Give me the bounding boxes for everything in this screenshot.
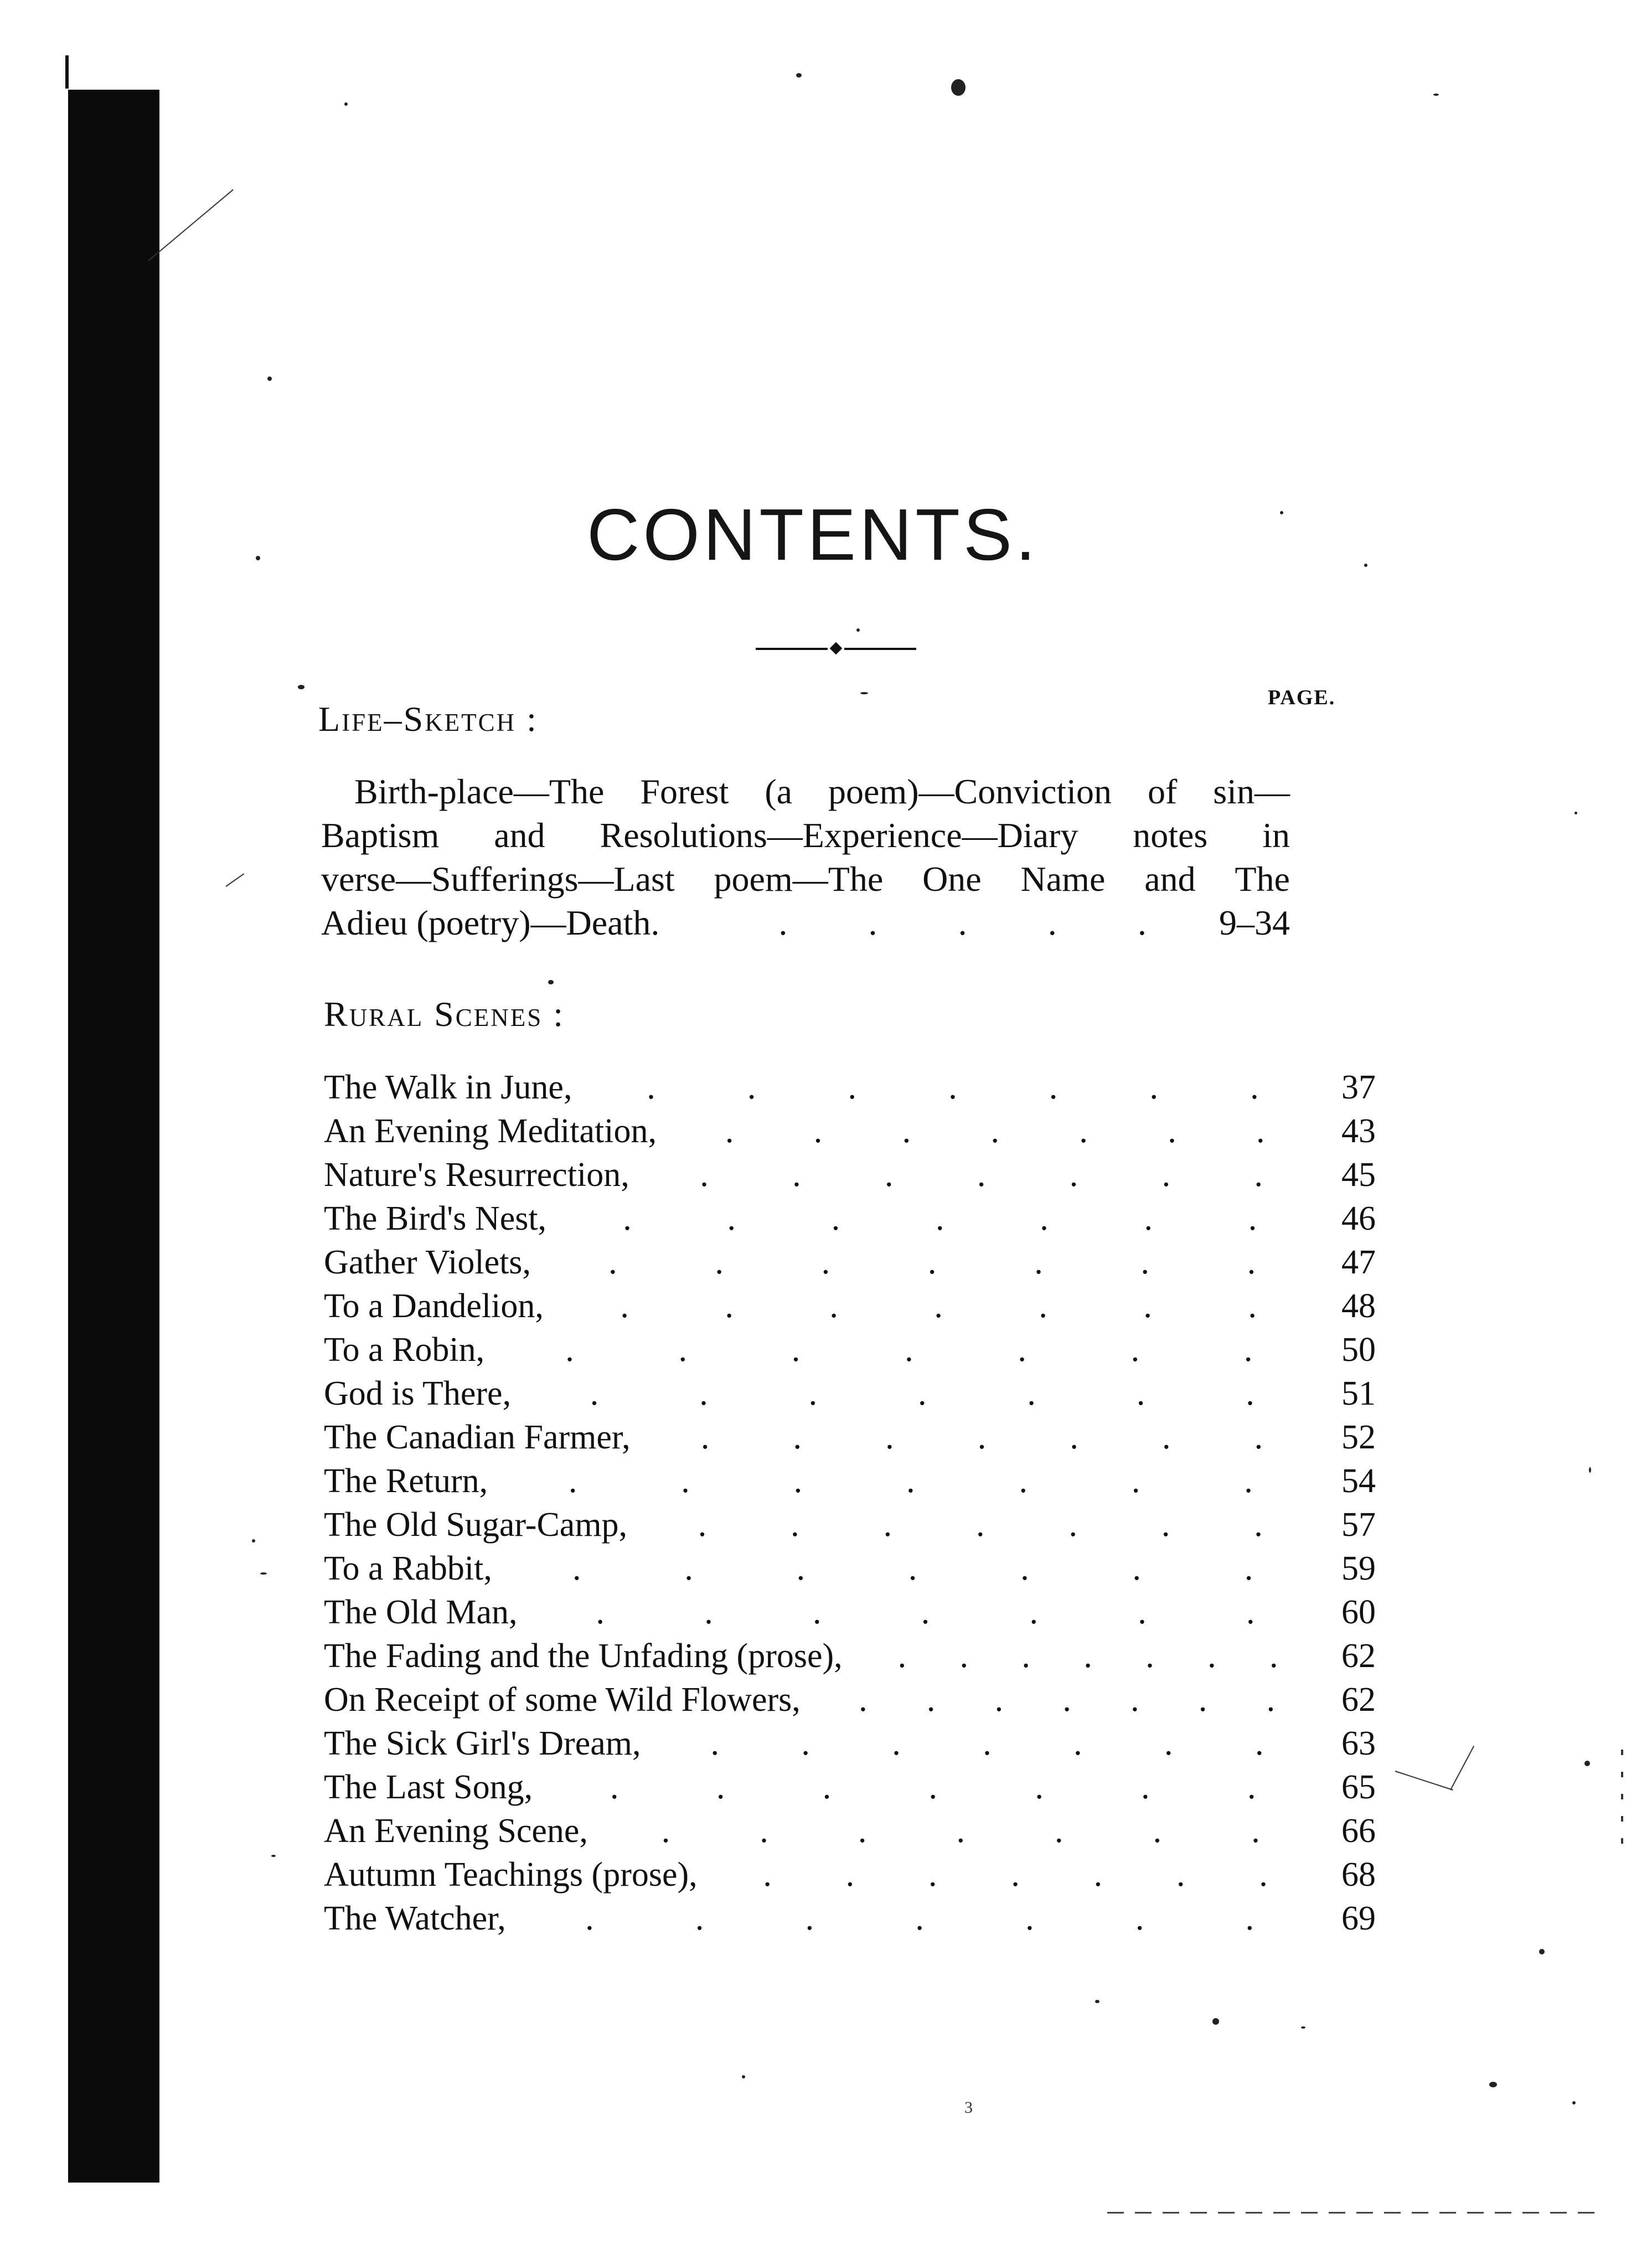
life-sketch-line-1: Birth-place—The Forest (a poem)—Conviction of sin— <box>354 772 1290 811</box>
toc-entry-leader: . . . . . . . <box>568 1462 1253 1500</box>
toc-entry-leader: . . . . . . . <box>620 1287 1257 1325</box>
toc-entry <box>324 1285 1376 1328</box>
ink-speck <box>1574 812 1577 814</box>
toc-entry-leader: . . . . . . . <box>763 1856 1268 1894</box>
ink-speck <box>298 685 304 689</box>
ink-speck <box>344 102 348 106</box>
ink-speck <box>742 2075 745 2078</box>
toc-entry-title: The Old Sugar-Camp, <box>324 1506 628 1544</box>
life-sketch-line-3: verse—Sufferings—Last poem—The One Name and The <box>321 859 1290 899</box>
ink-speck <box>796 73 802 78</box>
ink-speck <box>1589 1467 1591 1473</box>
toc-entry-leader: . . . . . . . <box>647 1069 1259 1106</box>
pencil-mark <box>148 189 233 261</box>
ornament-diamond <box>830 642 843 655</box>
toc-entry-leader: . . . . . . . <box>698 1506 1263 1544</box>
toc-entry <box>324 1197 1376 1241</box>
page-column-header: PAGE. <box>1268 686 1336 709</box>
toc-entry-title: The Old Man, <box>324 1593 518 1631</box>
toc-entry-title: The Watcher, <box>324 1900 506 1937</box>
toc-entry <box>324 1416 1376 1459</box>
toc-entry-leader: . . . . . . . <box>596 1593 1255 1631</box>
toc-entry <box>324 1328 1376 1372</box>
ink-speck <box>1584 1761 1590 1766</box>
toc-entry-leader: . . . . . . . <box>859 1681 1276 1719</box>
life-sketch-line-4: Adieu (poetry)—Death. . . . . . 9–34 <box>321 901 1290 945</box>
ink-speck <box>1095 2000 1099 2003</box>
toc-entry-title: Gather Violets, <box>324 1244 531 1281</box>
toc-entry-title: To a Rabbit, <box>324 1550 492 1587</box>
toc-entry <box>324 1897 1376 1941</box>
toc-entry-title: Nature's Resurrection, <box>324 1156 629 1194</box>
toc-entry-leader: . . . . . . . <box>608 1244 1256 1281</box>
toc-entry <box>324 1678 1376 1722</box>
toc-entry <box>324 1634 1376 1678</box>
life-sketch-line-2: Baptism and Resolutions—Experience—Diary notes in <box>321 816 1290 855</box>
life-sketch-heading: Life–Sketch : <box>318 699 538 739</box>
toc-entry <box>324 1722 1376 1766</box>
ink-speck <box>1280 511 1283 514</box>
toc-entry-page: 62 <box>1341 1637 1376 1675</box>
toc-entry <box>324 1766 1376 1809</box>
toc-entry <box>324 1547 1376 1591</box>
ink-speck <box>1107 2212 1605 2214</box>
toc-entry <box>324 1110 1376 1153</box>
toc-entry-leader: . . . . . . . <box>700 1418 1263 1456</box>
ink-speck <box>1301 2026 1305 2029</box>
ink-speck <box>1539 1949 1545 1954</box>
toc-entry-page: 37 <box>1341 1069 1376 1106</box>
toc-entry <box>324 1809 1376 1853</box>
toc-entry-title: An Evening Meditation, <box>324 1112 657 1150</box>
toc-entry-page: 57 <box>1341 1506 1376 1544</box>
toc-entry-leader: . . . . . . . <box>725 1112 1265 1150</box>
pencil-mark <box>1395 1771 1453 1791</box>
toc-entry-title: The Walk in June, <box>324 1069 572 1106</box>
toc-entry-title: An Evening Scene, <box>324 1812 588 1850</box>
toc-entry-leader: . . . . . . . <box>661 1812 1260 1850</box>
pencil-mark <box>1450 1746 1474 1790</box>
toc-entry-leader: . . . . . . . <box>572 1550 1253 1587</box>
toc-entry <box>324 1372 1376 1416</box>
life-sketch-summary <box>321 770 1290 945</box>
title-ornament <box>756 644 916 653</box>
toc-entry-page: 50 <box>1341 1331 1376 1369</box>
toc-entry-leader: . . . . . . . <box>585 1900 1255 1937</box>
toc-entry <box>324 1066 1376 1110</box>
toc-entry-page: 52 <box>1341 1418 1376 1456</box>
ink-speck <box>260 1572 267 1575</box>
rural-scenes-heading: Rural Scenes : <box>324 994 565 1034</box>
toc-entry-title: Autumn Teachings (prose), <box>324 1856 698 1894</box>
toc-entry-title: The Return, <box>324 1462 488 1500</box>
toc-entry <box>324 1153 1376 1197</box>
rural-scenes-list <box>324 1066 1376 1941</box>
toc-entry-page: 51 <box>1341 1375 1376 1412</box>
toc-entry-page: 46 <box>1341 1200 1376 1237</box>
toc-entry-leader: . . . . . . . <box>897 1637 1278 1675</box>
toc-entry-page: 68 <box>1341 1856 1376 1894</box>
toc-entry-title: On Receipt of some Wild Flowers, <box>324 1681 801 1719</box>
ink-speck <box>548 980 554 984</box>
ink-speck <box>1621 1750 1623 1860</box>
ink-speck <box>267 376 272 381</box>
folio-number: 3 <box>964 2098 973 2117</box>
toc-entry-page: 69 <box>1341 1900 1376 1937</box>
life-sketch-pages: 9–34 <box>1219 903 1290 942</box>
toc-entry-page: 45 <box>1341 1156 1376 1194</box>
toc-entry-page: 54 <box>1341 1462 1376 1500</box>
ink-speck <box>1364 564 1367 567</box>
toc-entry-leader: . . . . . . . <box>565 1331 1253 1369</box>
toc-entry-title: The Canadian Farmer, <box>324 1418 631 1456</box>
ornament-rule-left <box>756 648 828 650</box>
toc-entry <box>324 1503 1376 1547</box>
toc-entry-title: The Last Song, <box>324 1768 533 1806</box>
toc-entry-leader: . . . . . . . <box>610 1768 1256 1806</box>
toc-entry-page: 59 <box>1341 1550 1376 1587</box>
toc-entry <box>324 1853 1376 1897</box>
ink-speck <box>252 1539 255 1543</box>
ink-speck <box>1572 2101 1576 2104</box>
life-sketch-leader: . . . . . <box>778 903 1147 942</box>
page-title: CONTENTS. <box>587 494 1039 575</box>
binding-edge <box>65 55 69 89</box>
toc-entry-page: 63 <box>1341 1725 1376 1762</box>
toc-entry-title: The Fading and the Unfading (prose), <box>324 1637 843 1675</box>
toc-entry-page: 65 <box>1341 1768 1376 1806</box>
ink-speck <box>951 79 966 96</box>
toc-entry-title: The Bird's Nest, <box>324 1200 547 1237</box>
toc-entry <box>324 1459 1376 1503</box>
toc-entry-page: 60 <box>1341 1593 1376 1631</box>
toc-entry-leader: . . . . . . . <box>710 1725 1264 1762</box>
toc-entry-title: God is There, <box>324 1375 512 1412</box>
toc-entry-leader: . . . . . . . <box>590 1375 1255 1412</box>
ink-speck <box>256 556 260 560</box>
ink-speck <box>860 692 868 694</box>
ink-speck <box>1489 2082 1497 2087</box>
toc-entry-leader: . . . . . . . <box>700 1156 1263 1194</box>
toc-entry-leader: . . . . . . . <box>623 1200 1257 1237</box>
toc-entry-page: 66 <box>1341 1812 1376 1850</box>
toc-entry-title: To a Dandelion, <box>324 1287 544 1325</box>
toc-entry-title: The Sick Girl's Dream, <box>324 1725 641 1762</box>
ink-speck <box>856 628 860 632</box>
toc-entry-page: 62 <box>1341 1681 1376 1719</box>
ink-speck <box>271 1855 276 1857</box>
ink-speck <box>1433 94 1439 96</box>
toc-entry-title: To a Robin, <box>324 1331 485 1369</box>
pencil-mark <box>225 873 244 887</box>
toc-entry-page: 47 <box>1341 1244 1376 1281</box>
toc-entry <box>324 1241 1376 1285</box>
binding-shadow <box>68 90 159 2183</box>
toc-entry-page: 43 <box>1341 1112 1376 1150</box>
toc-entry-page: 48 <box>1341 1287 1376 1325</box>
ink-speck <box>1212 2018 1219 2025</box>
toc-entry <box>324 1591 1376 1634</box>
ornament-rule-right <box>844 648 916 650</box>
